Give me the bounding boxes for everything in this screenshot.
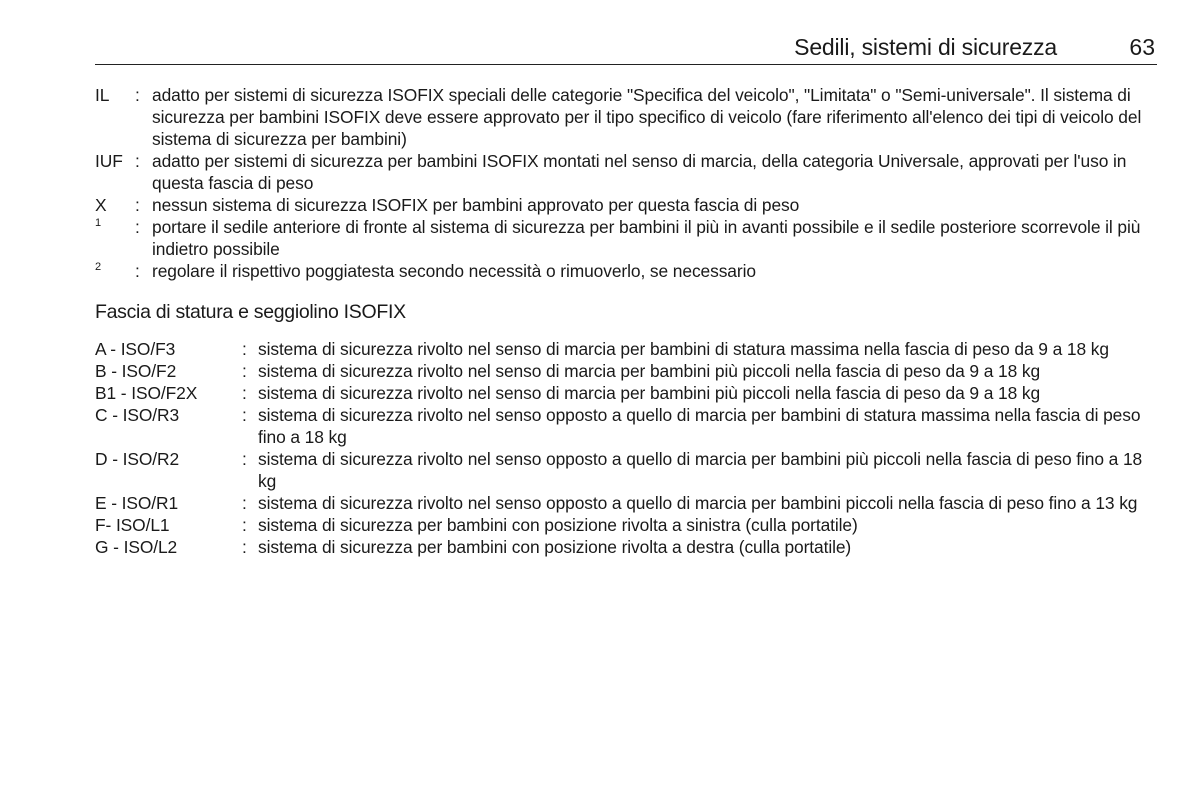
isofix-class-list xyxy=(95,338,1159,558)
legend-text: adatto per sistemi di sicurezza ISOFIX speciali delle categorie "Specifica del veicolo", "Limitata" o "Semi-universale". Il sistema di sicurezza per bambini ISOFIX deve essere approvato per il tipo specifico di veicolo (fare riferimento all'elenco dei tipi di veicolo del sistema di sicurezza per bambini) xyxy=(152,85,1142,149)
class-separator: : xyxy=(242,405,247,425)
class-description: sistema di sicurezza rivolto nel senso di marcia per bambini più piccoli nella fascia di peso da 9 a 18 kg xyxy=(258,361,1041,381)
class-item-f-iso-l1 xyxy=(95,514,1159,536)
footnote-marker: 2 xyxy=(95,261,102,273)
legend-text: regolare il rispettivo poggiatesta secondo necessità o rimuoverlo, se necessario xyxy=(152,261,756,281)
legend-text: portare il sedile anteriore di fronte al sistema di sicurezza per bambini il più in avanti possibile e il sedile posteriore scorrevole il più indietro possibile xyxy=(152,217,1141,259)
class-description: sistema di sicurezza rivolto nel senso opposto a quello di marcia per bambini di statura massima nella fascia di peso fino a 18 kg xyxy=(258,405,1141,447)
legend-code: X xyxy=(95,195,107,215)
class-code: G - ISO/L2 xyxy=(95,537,178,557)
class-separator: : xyxy=(242,361,247,381)
section-heading: Fascia di statura e seggiolino ISOFIX xyxy=(95,301,406,323)
legend-text: nessun sistema di sicurezza ISOFIX per bambini approvato per questa fascia di peso xyxy=(152,195,800,215)
class-code: A - ISO/F3 xyxy=(95,339,176,359)
legend-separator: : xyxy=(135,85,140,105)
legend-code: IUF xyxy=(95,151,123,171)
class-code: B1 - ISO/F2X xyxy=(95,383,198,403)
class-separator: : xyxy=(242,339,247,359)
class-description: sistema di sicurezza rivolto nel senso di marcia per bambini di statura massima nella fascia di peso da 9 a 18 kg xyxy=(258,339,1109,359)
class-description: sistema di sicurezza per bambini con posizione rivolta a destra (culla portatile) xyxy=(258,537,852,557)
class-item-d-iso-r2 xyxy=(95,448,1159,492)
class-separator: : xyxy=(242,383,247,403)
class-separator: : xyxy=(242,493,247,513)
class-item-g-iso-l2 xyxy=(95,536,1159,558)
legend-separator: : xyxy=(135,151,140,171)
legend-item-il xyxy=(95,84,1159,150)
class-description: sistema di sicurezza rivolto nel senso opposto a quello di marcia per bambini piccoli nella fascia di peso fino a 13 kg xyxy=(258,493,1138,513)
legend-item-iuf xyxy=(95,150,1159,194)
class-item-b-iso-f2 xyxy=(95,360,1159,382)
class-description: sistema di sicurezza per bambini con posizione rivolta a sinistra (culla portatile) xyxy=(258,515,858,535)
legend-footnote-2 xyxy=(95,260,1159,282)
legend-separator: : xyxy=(135,261,140,281)
class-item-b1-iso-f2x xyxy=(95,382,1159,404)
class-separator: : xyxy=(242,537,247,557)
legend-footnote-1 xyxy=(95,216,1159,260)
page-header xyxy=(95,30,1157,65)
class-description: sistema di sicurezza rivolto nel senso opposto a quello di marcia per bambini più piccoli nella fascia di peso fino a 18 kg xyxy=(258,449,1143,491)
legend-code: IL xyxy=(95,85,110,105)
class-code: E - ISO/R1 xyxy=(95,493,179,513)
legend-list xyxy=(95,84,1159,282)
class-item-e-iso-r1 xyxy=(95,492,1159,514)
class-code: F- ISO/L1 xyxy=(95,515,170,535)
legend-text: adatto per sistemi di sicurezza per bambini ISOFIX montati nel senso di marcia, della categoria Universale, approvati per l'uso in questa fascia di peso xyxy=(152,151,1127,193)
legend-separator: : xyxy=(135,195,140,215)
class-separator: : xyxy=(242,515,247,535)
legend-item-x xyxy=(95,194,1159,216)
footnote-marker: 1 xyxy=(95,217,102,229)
class-code: D - ISO/R2 xyxy=(95,449,180,469)
page-number: 63 xyxy=(1129,34,1155,60)
page-title: Sedili, sistemi di sicurezza xyxy=(794,34,1057,60)
class-description: sistema di sicurezza rivolto nel senso di marcia per bambini più piccoli nella fascia di peso da 9 a 18 kg xyxy=(258,383,1041,403)
class-separator: : xyxy=(242,449,247,469)
class-item-a-iso-f3 xyxy=(95,338,1159,360)
class-code: B - ISO/F2 xyxy=(95,361,177,381)
class-item-c-iso-r3 xyxy=(95,404,1159,448)
class-code: C - ISO/R3 xyxy=(95,405,180,425)
legend-separator: : xyxy=(135,217,140,237)
